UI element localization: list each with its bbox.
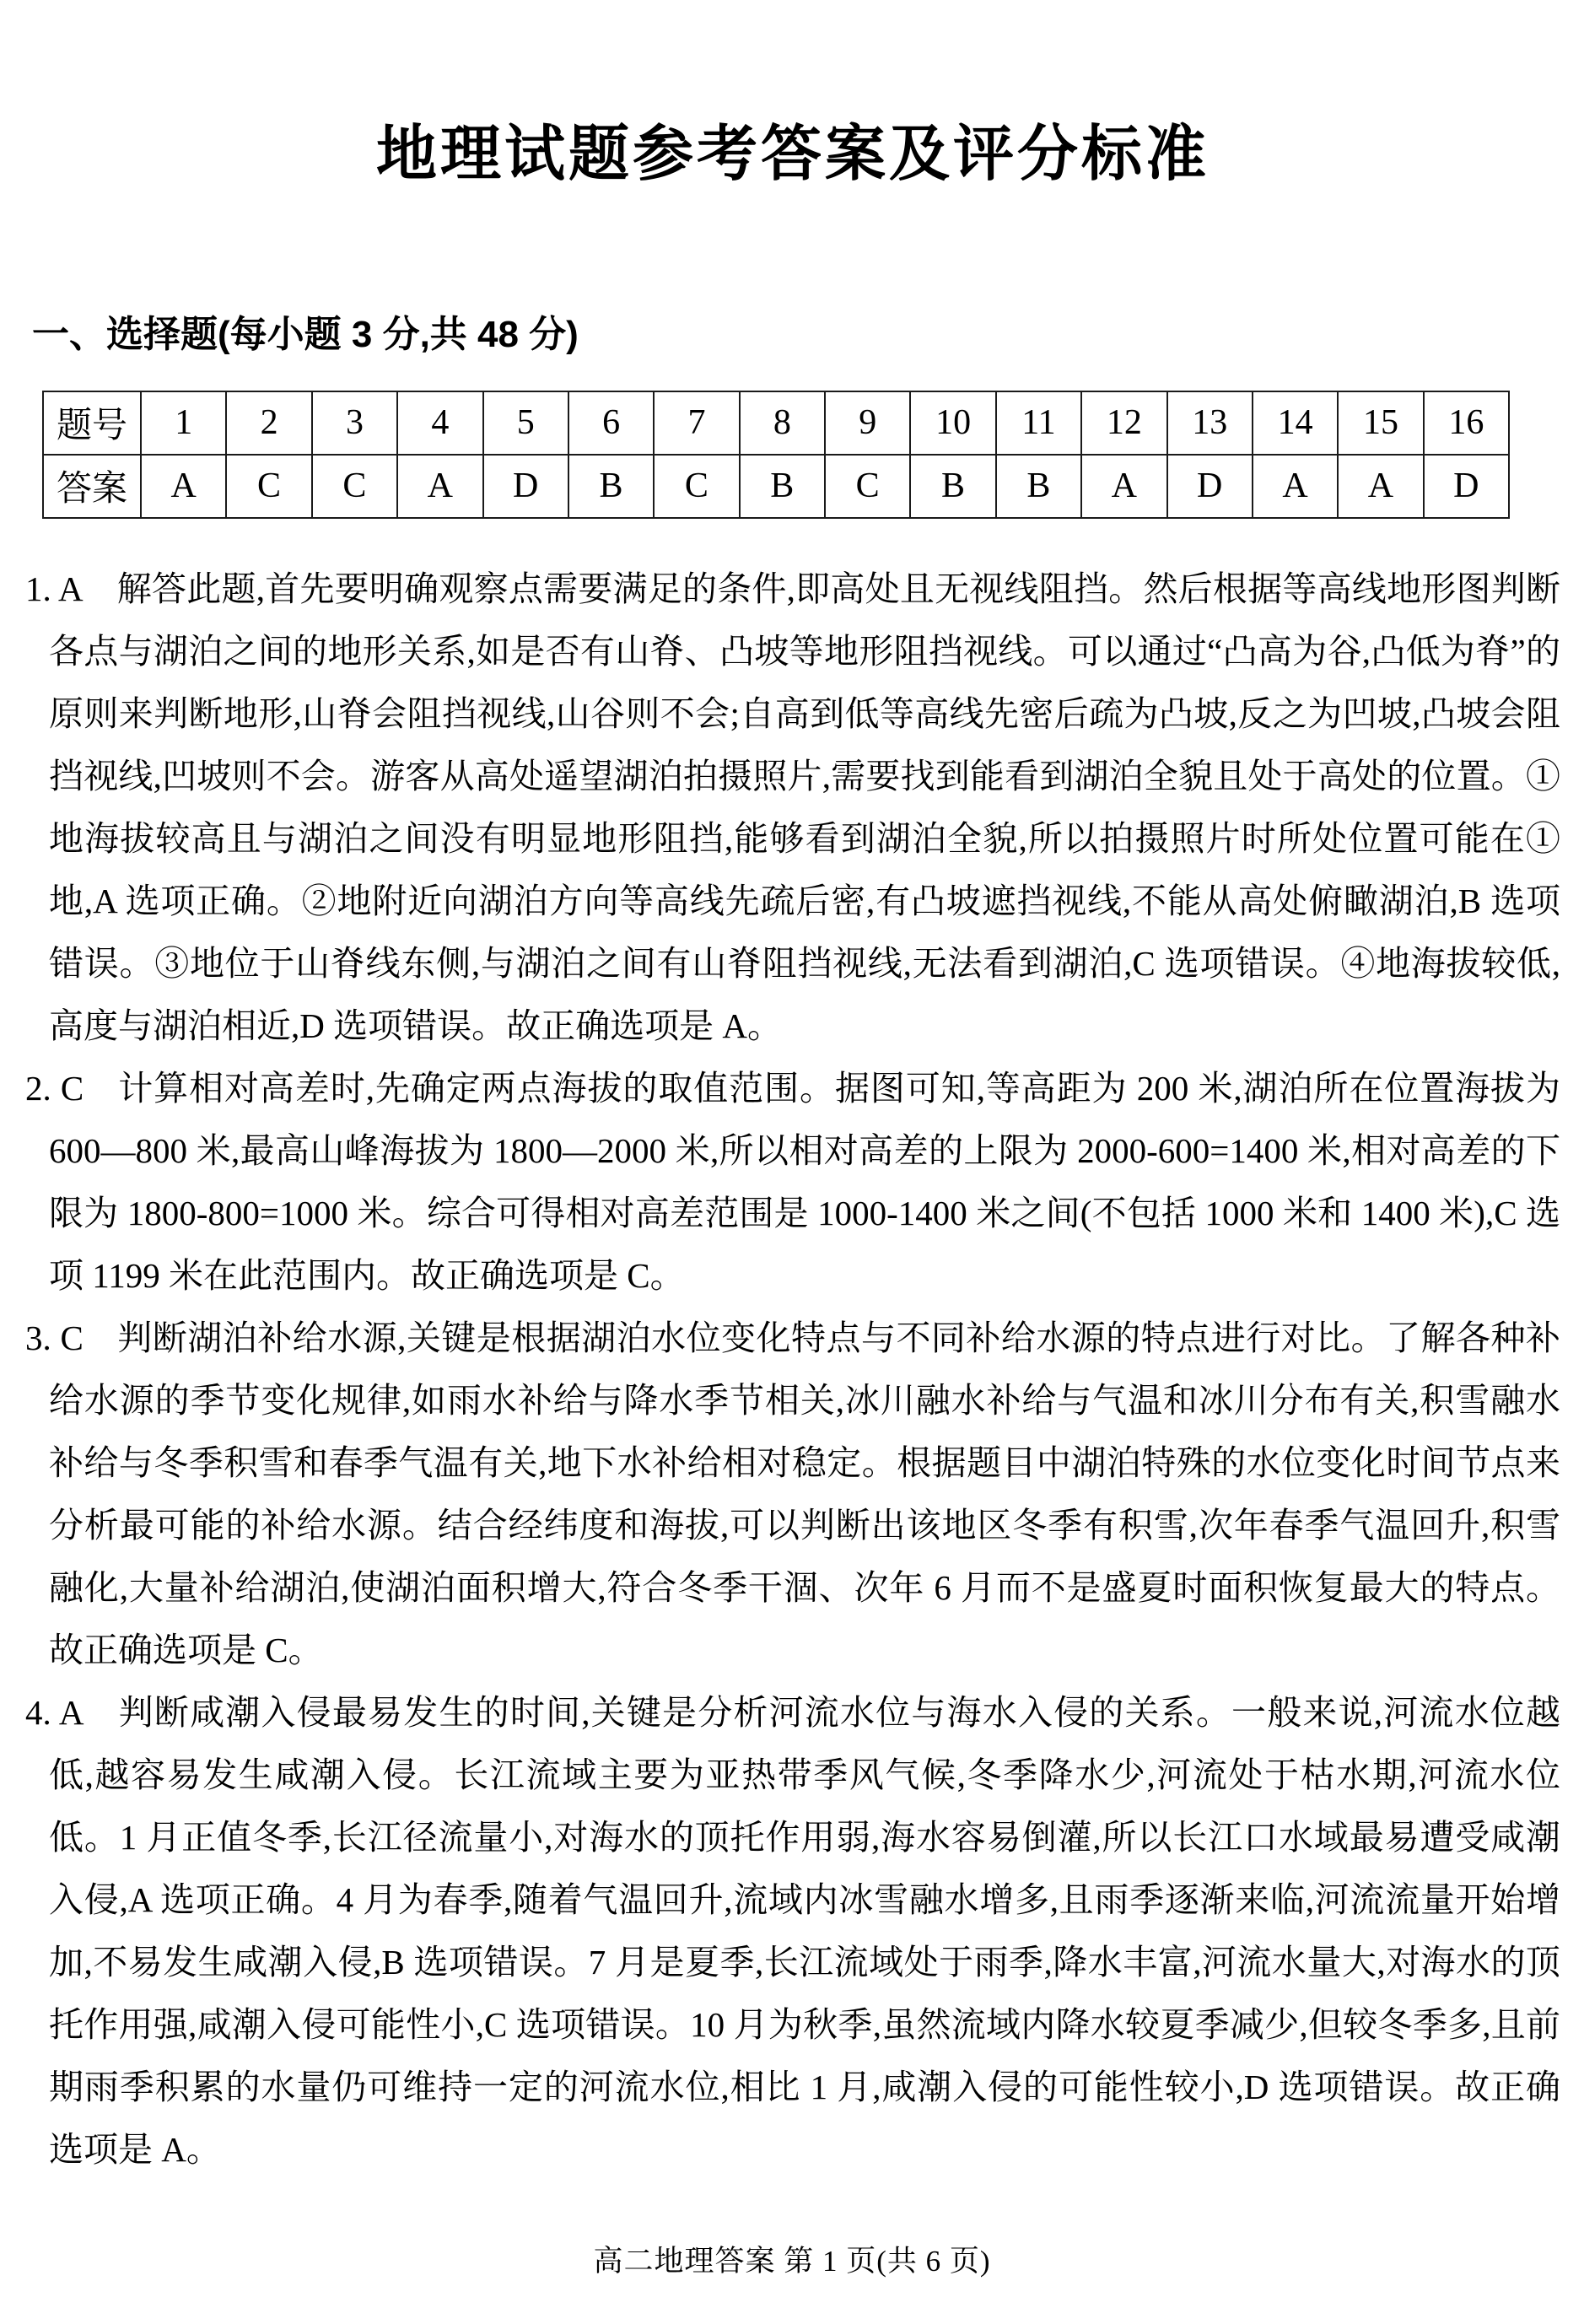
explanation-item — [25, 558, 1560, 1057]
answer-cell: C — [312, 455, 397, 518]
answer-cell: B — [910, 455, 995, 518]
answer-table-answer-row — [43, 455, 1509, 518]
question-number-cell: 13 — [1167, 391, 1253, 455]
answer-cell: A — [1081, 455, 1166, 518]
answer-table-header-row — [43, 391, 1509, 455]
explanation-text: 解答此题,首先要明确观察点需要满足的条件,即高处且无视线阻挡。然后根据等高线地形图判断各点与湖泊之间的地形关系,如是否有山脊、凸坡等地形阻挡视线。可以通过“凸高为谷,凸低为脊”的原则来判断地形,山脊会阻挡视线,山谷则不会;自高到低等高线先密后疏为凸坡,反之为凹坡,凸坡会阻挡视线,凹坡则不会。游客从高处遥望湖泊拍摄照片,需要找到能看到湖泊全貌且处于高处的位置。①地海拔较高且与湖泊之间没有明显地形阻挡,能够看到湖泊全貌,所以拍摄照片时所处位置可能在①地,A 选项正确。②地附近向湖泊方向等高线先疏后密,有凸坡遮挡视线,不能从高处俯瞰湖泊,B 选项错误。③地位于山脊线东侧,与湖泊之间有山脊阻挡视线,无法看到湖泊,C 选项错误。④地海拔较低,高度与湖泊相近,D 选项错误。故正确选项是 A。 — [49, 569, 1560, 1045]
answer-cell: A — [1253, 455, 1338, 518]
question-number-cell: 11 — [996, 391, 1081, 455]
explanation-label: 1. A — [25, 569, 84, 608]
answer-cell: D — [1424, 455, 1509, 518]
answer-cell: D — [483, 455, 568, 518]
question-number-cell: 5 — [483, 391, 568, 455]
page-title: 地理试题参考答案及评分标准 — [375, 121, 1210, 188]
page-footer: 高二地理答案 第 1 页(共 6 页) — [593, 2245, 991, 2278]
question-number-cell: 12 — [1081, 391, 1166, 455]
question-number-cell: 15 — [1338, 391, 1423, 455]
answer-cell: A — [1338, 455, 1423, 518]
question-number-cell: 16 — [1424, 391, 1509, 455]
explanation-item — [25, 1307, 1560, 1681]
answer-cell: C — [825, 455, 910, 518]
explanation-label: 2. C — [25, 1068, 84, 1108]
explanation-item — [25, 1057, 1560, 1307]
answer-cell: B — [996, 455, 1081, 518]
explanations — [25, 558, 1560, 2181]
answer-cell: C — [654, 455, 739, 518]
explanation-text: 判断咸潮入侵最易发生的时间,关键是分析河流水位与海水入侵的关系。一般来说,河流水位越低,越容易发生咸潮入侵。长江流域主要为亚热带季风气候,冬季降水少,河流处于枯水期,河流水位低。1 月正值冬季,长江径流量小,对海水的顶托作用弱,海水容易倒灌,所以长江口水域最易遭受咸潮入侵,A 选项正确。4 月为春季,随着气温回升,流域内冰雪融水增多,且雨季逐渐来临,河流流量开始增加,不易发生咸潮入侵,B 选项错误。7 月是夏季,长江流域处于雨季,降水丰富,河流水量大,对海水的顶托作用强,咸潮入侵可能性小,C 选项错误。10 月为秋季,虽然流域内降水较夏季减少,但较冬季多,且前期雨季积累的水量仍可维持一定的河流水位,相比 1 月,咸潮入侵的可能性较小,D 选项错误。故正确选项是 A。 — [49, 1692, 1560, 2169]
question-number-cell: 10 — [910, 391, 995, 455]
explanation-label: 3. C — [25, 1318, 84, 1357]
answer-cell: D — [1167, 455, 1253, 518]
question-row-label: 题号 — [43, 391, 141, 455]
question-number-cell: 3 — [312, 391, 397, 455]
question-number-cell: 9 — [825, 391, 910, 455]
answer-cell: B — [568, 455, 654, 518]
explanation-item — [25, 1681, 1560, 2181]
question-number-cell: 6 — [568, 391, 654, 455]
explanation-label: 4. A — [25, 1692, 84, 1732]
answer-table — [42, 391, 1510, 519]
question-number-cell: 4 — [397, 391, 482, 455]
answer-cell: C — [226, 455, 311, 518]
answer-row-label: 答案 — [43, 455, 141, 518]
answer-cell: A — [397, 455, 482, 518]
question-number-cell: 8 — [740, 391, 825, 455]
explanation-text: 计算相对高差时,先确定两点海拔的取值范围。据图可知,等高距为 200 米,湖泊所在位置海拔为 600—800 米,最高山峰海拔为 1800—2000 米,所以相对高差的上限为 2000-600=1400 米,相对高差的下限为 1800-800=1000 米。综合可得相对高差范围是 1000-1400 米之间(不包括 1000 米和 1400 米),C 选项 1199 米在此范围内。故正确选项是 C。 — [49, 1068, 1560, 1295]
explanation-text: 判断湖泊补给水源,关键是根据湖泊水位变化特点与不同补给水源的特点进行对比。了解各种补给水源的季节变化规律,如雨水补给与降水季节相关,冰川融水补给与气温和冰川分布有关,积雪融水补给与冬季积雪和春季气温有关,地下水补给相对稳定。根据题目中湖泊特殊的水位变化时间节点来分析最可能的补给水源。结合经纬度和海拔,可以判断出该地区冬季有积雪,次年春季气温回升,积雪融化,大量补给湖泊,使湖泊面积增大,符合冬季干涸、次年 6 月而不是盛夏时面积恢复最大的特点。故正确选项是 C。 — [49, 1318, 1560, 1669]
answer-cell: A — [141, 455, 226, 518]
answer-cell: B — [740, 455, 825, 518]
question-number-cell: 2 — [226, 391, 311, 455]
question-number-cell: 14 — [1253, 391, 1338, 455]
question-number-cell: 7 — [654, 391, 739, 455]
section-heading-multiple-choice: 一、选择题(每小题 3 分,共 48 分) — [32, 314, 579, 356]
question-number-cell: 1 — [141, 391, 226, 455]
